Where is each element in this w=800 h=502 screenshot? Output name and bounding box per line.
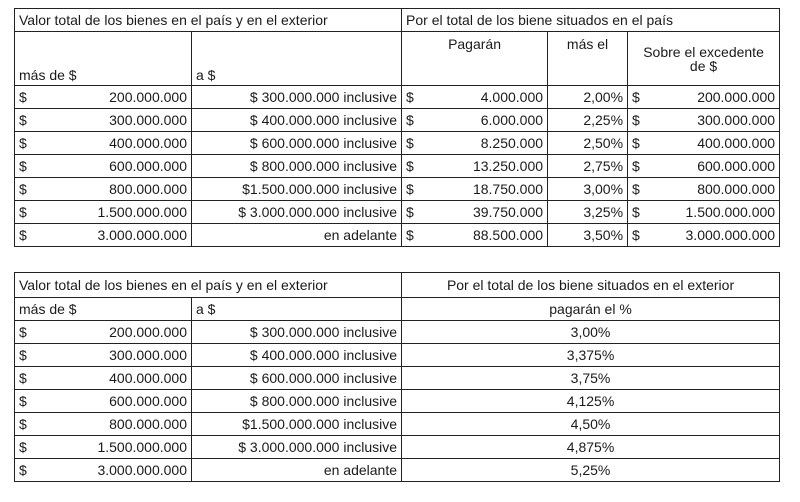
currency-sign: $ [15, 459, 65, 482]
monto-pagaran: 8.250.000 [418, 132, 548, 155]
table-row [15, 178, 780, 201]
col-mas-de: más de $ [15, 298, 192, 321]
porcentaje: 3,00% [402, 321, 780, 344]
currency-sign: $ [15, 155, 65, 178]
currency-sign: $ [628, 224, 644, 247]
col-pagaran: Pagarán [402, 32, 548, 86]
table-row [15, 367, 780, 390]
porcentaje-mas-el: 2,00% [548, 86, 628, 109]
currency-sign: $ [628, 201, 644, 224]
currency-sign: $ [402, 86, 418, 109]
valor-desde: 800.000.000 [65, 413, 192, 436]
table-row [15, 109, 780, 132]
monto-pagaran: 6.000.000 [418, 109, 548, 132]
porcentaje: 4,875% [402, 436, 780, 459]
valor-hasta: $ 400.000.000 inclusive [192, 344, 402, 367]
table-row [15, 459, 780, 482]
currency-sign: $ [402, 178, 418, 201]
currency-sign: $ [15, 86, 65, 109]
porcentaje: 3,375% [402, 344, 780, 367]
col-a: a $ [192, 32, 402, 86]
valor-hasta: $ 600.000.000 inclusive [192, 367, 402, 390]
col-a: a $ [192, 298, 402, 321]
valor-desde: 3.000.000.000 [65, 224, 192, 247]
tabla-bienes-pais [14, 8, 780, 247]
porcentaje: 4,50% [402, 413, 780, 436]
currency-sign: $ [15, 224, 65, 247]
table-row [15, 390, 780, 413]
currency-sign: $ [402, 132, 418, 155]
currency-sign: $ [628, 178, 644, 201]
monto-excedente: 300.000.000 [644, 109, 780, 132]
currency-sign: $ [15, 367, 65, 390]
monto-pagaran: 18.750.000 [418, 178, 548, 201]
tabla-bienes-exterior [14, 272, 780, 482]
col-mas-el: más el [548, 32, 628, 86]
porcentaje-mas-el: 2,25% [548, 109, 628, 132]
porcentaje-mas-el: 2,75% [548, 155, 628, 178]
valor-hasta: $ 800.000.000 inclusive [192, 390, 402, 413]
valor-hasta: $ 300.000.000 inclusive [192, 86, 402, 109]
currency-sign: $ [628, 132, 644, 155]
valor-hasta: $ 3.000.000.000 inclusive [192, 436, 402, 459]
monto-excedente: 800.000.000 [644, 178, 780, 201]
currency-sign: $ [15, 178, 65, 201]
valor-desde: 300.000.000 [65, 109, 192, 132]
currency-sign: $ [15, 201, 65, 224]
table-row [15, 132, 780, 155]
porcentaje-mas-el: 3,25% [548, 201, 628, 224]
header-valor-total: Valor total de los bienes en el país y en el exterior [15, 273, 402, 298]
monto-pagaran: 88.500.000 [418, 224, 548, 247]
col-mas-de: más de $ [15, 32, 192, 86]
porcentaje: 4,125% [402, 390, 780, 413]
valor-hasta: en adelante [192, 459, 402, 482]
valor-hasta: $1.500.000.000 inclusive [192, 178, 402, 201]
table-row [15, 224, 780, 247]
valor-hasta: $ 600.000.000 inclusive [192, 132, 402, 155]
valor-hasta: $ 3.000.000.000 inclusive [192, 201, 402, 224]
table-row [15, 201, 780, 224]
column-header-row [15, 298, 780, 321]
header-total-exterior: Por el total de los biene situados en el exterior [402, 273, 780, 298]
porcentaje-mas-el: 3,00% [548, 178, 628, 201]
col-sobre-line1: Sobre el excedente [643, 43, 764, 60]
valor-desde: 200.000.000 [65, 86, 192, 109]
porcentaje-mas-el: 3,50% [548, 224, 628, 247]
col-pagaran-pct: pagarán el % [402, 298, 780, 321]
currency-sign: $ [15, 436, 65, 459]
porcentaje-mas-el: 2,50% [548, 132, 628, 155]
valor-desde: 300.000.000 [65, 344, 192, 367]
column-header-row [15, 32, 780, 86]
header-total-pais: Por el total de los biene situados en el país [402, 9, 780, 32]
table-row [15, 155, 780, 178]
currency-sign: $ [15, 321, 65, 344]
currency-sign: $ [15, 390, 65, 413]
valor-desde: 3.000.000.000 [65, 459, 192, 482]
currency-sign: $ [15, 344, 65, 367]
monto-excedente: 200.000.000 [644, 86, 780, 109]
table-row [15, 413, 780, 436]
currency-sign: $ [402, 201, 418, 224]
header-row [15, 273, 780, 298]
monto-excedente: 400.000.000 [644, 132, 780, 155]
valor-hasta: en adelante [192, 224, 402, 247]
valor-desde: 600.000.000 [65, 390, 192, 413]
currency-sign: $ [402, 155, 418, 178]
monto-pagaran: 13.250.000 [418, 155, 548, 178]
valor-desde: 800.000.000 [65, 178, 192, 201]
table-row [15, 344, 780, 367]
currency-sign: $ [15, 132, 65, 155]
currency-sign: $ [628, 155, 644, 178]
col-sobre-line2: de $ [689, 57, 718, 74]
valor-desde: 400.000.000 [65, 367, 192, 390]
table-row [15, 86, 780, 109]
currency-sign: $ [402, 224, 418, 247]
valor-desde: 400.000.000 [65, 132, 192, 155]
valor-hasta: $ 800.000.000 inclusive [192, 155, 402, 178]
valor-desde: 1.500.000.000 [65, 201, 192, 224]
col-sobre-excedente [628, 32, 780, 86]
monto-excedente: 600.000.000 [644, 155, 780, 178]
porcentaje: 5,25% [402, 459, 780, 482]
currency-sign: $ [15, 413, 65, 436]
monto-excedente: 1.500.000.000 [644, 201, 780, 224]
valor-hasta: $1.500.000.000 inclusive [192, 413, 402, 436]
valor-desde: 200.000.000 [65, 321, 192, 344]
currency-sign: $ [15, 109, 65, 132]
currency-sign: $ [628, 86, 644, 109]
valor-desde: 1.500.000.000 [65, 436, 192, 459]
porcentaje: 3,75% [402, 367, 780, 390]
valor-hasta: $ 400.000.000 inclusive [192, 109, 402, 132]
header-row [15, 9, 780, 32]
header-valor-total: Valor total de los bienes en el país y en el exterior [15, 9, 402, 32]
valor-hasta: $ 300.000.000 inclusive [192, 321, 402, 344]
monto-excedente: 3.000.000.000 [644, 224, 780, 247]
table-row [15, 436, 780, 459]
monto-pagaran: 39.750.000 [418, 201, 548, 224]
currency-sign: $ [628, 109, 644, 132]
currency-sign: $ [402, 109, 418, 132]
valor-desde: 600.000.000 [65, 155, 192, 178]
table-row [15, 321, 780, 344]
monto-pagaran: 4.000.000 [418, 86, 548, 109]
